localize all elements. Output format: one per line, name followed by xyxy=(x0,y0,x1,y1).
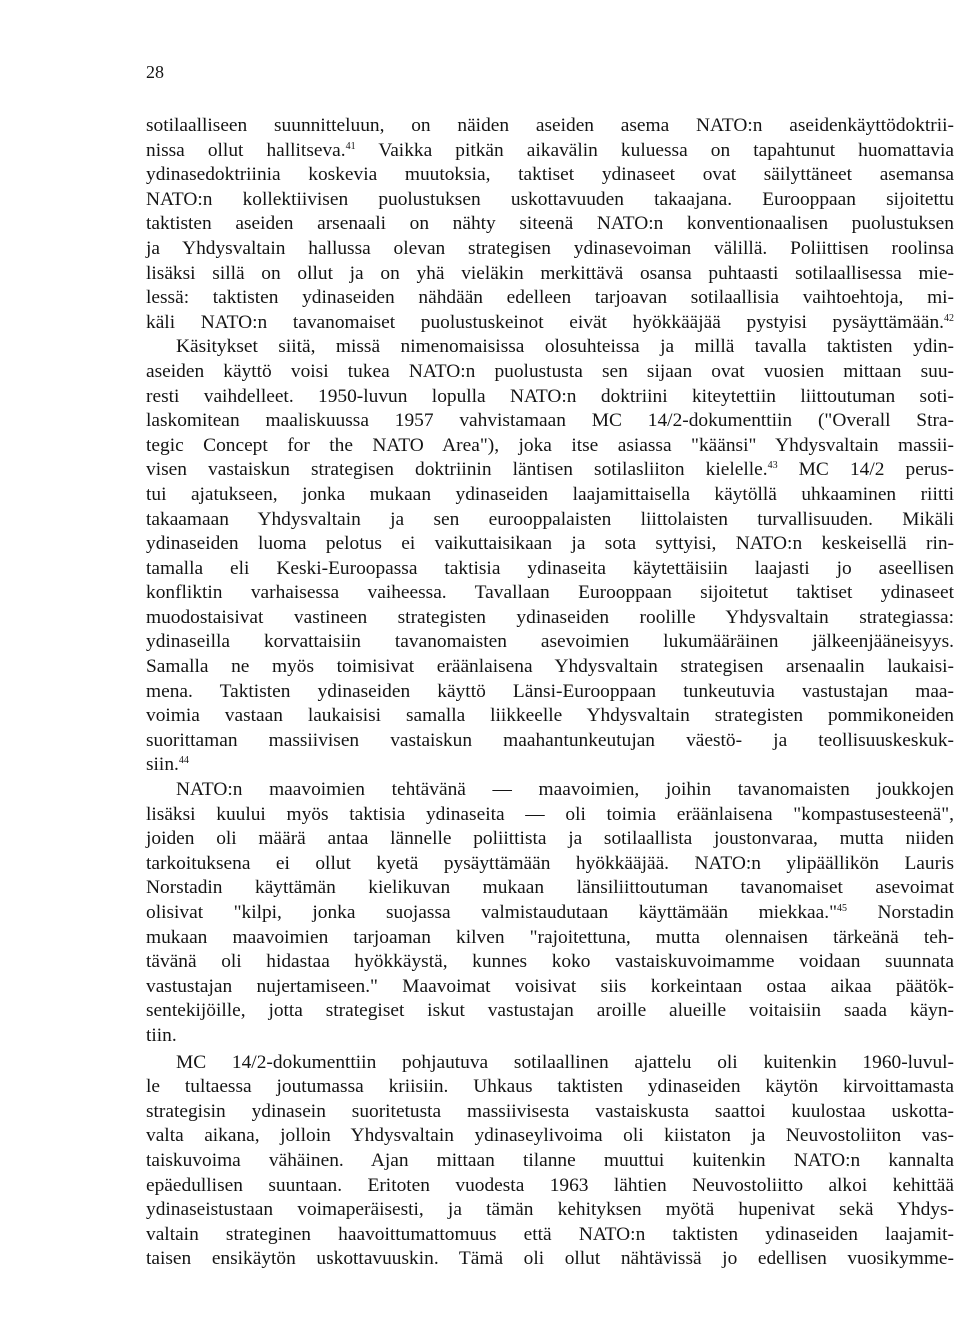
footnote-ref: 44 xyxy=(178,755,189,767)
line-text-continued: Norstadin xyxy=(847,902,954,923)
text-line xyxy=(146,926,954,951)
text-line xyxy=(146,1174,954,1199)
text-line xyxy=(146,704,954,729)
line-text: visen vastaiskun strategisen doktriinin läntisen sotilasliiton kielelle. xyxy=(146,459,768,481)
line-text: le tultaessa joutumassa kriisiin. Uhkaus taktisten ydinaseiden käytön kirvoittamasta xyxy=(146,1076,954,1098)
text-line xyxy=(146,360,954,385)
line-text: siin. xyxy=(146,754,179,776)
line-text: käli NATO:n tavanomaiset puolustuskeinot eivät hyökkääjää pystyisi pysäyttämään. xyxy=(146,311,944,333)
text-line xyxy=(146,139,954,164)
text-line xyxy=(146,999,954,1024)
text-line xyxy=(146,532,954,557)
line-text: tui ajatukseen, jonka mukaan ydinaseiden laajamittaisella käytöllä uhkaaminen riitti xyxy=(146,483,954,505)
line-text: laskomitean maaliskuussa 1957 vahvistamaan MC 14/2-dokumenttiin ("Overall Stra- xyxy=(146,410,954,432)
text-line xyxy=(146,1247,954,1272)
page-number: 28 xyxy=(146,62,164,82)
text-line xyxy=(146,508,954,533)
line-text: joiden oli määrä antaa lännelle poliittista ja sotilaallista joustonvaraa, mutta niiden xyxy=(146,828,954,850)
footnote-ref: 43 xyxy=(767,460,778,472)
text-line xyxy=(146,434,954,459)
text-line xyxy=(146,950,954,975)
text-line xyxy=(146,114,954,139)
text-line xyxy=(146,1075,954,1100)
text-line xyxy=(146,335,954,360)
line-text: nissa ollut hallitseva. xyxy=(146,139,346,161)
line-text: tamalla eli Keski-Euroopassa taktisia ydinaseita käytettäisiin laajasti jo aseellisen xyxy=(146,557,954,579)
footnote-ref: 42 xyxy=(944,312,954,324)
footnote-ref: 45 xyxy=(837,903,848,914)
text-line xyxy=(146,458,954,483)
body-text xyxy=(146,114,954,1272)
line-text: ydinaseilla korvattaisiin tavanomaisten asevoimien lukumääräinen jälkeenjääneisyys. xyxy=(146,631,954,653)
line-text: muodostaisivat vastineen strategisten ydinaseiden roolille Yhdysvaltain strategiassa: xyxy=(146,606,954,628)
line-text: tarkoituksena ei ollut kyetä pysäyttämään hyökkääjää. NATO:n ylipäällikön Lauris xyxy=(146,852,954,874)
text-line xyxy=(146,1223,954,1248)
line-text: MC 14/2-dokumenttiin pohjautuva sotilaallinen ajattelu oli kuitenkin 1960-luvul- xyxy=(176,1051,954,1073)
line-text: NATO:n maavoimien tehtävänä — maavoimien, joihin tavanomaisten joukkojen xyxy=(176,779,954,801)
line-text: sentekijöille, jotta strategiset iskut vastustajan aroille alueille voitaisiin saada käyn- xyxy=(146,1000,954,1022)
text-line xyxy=(146,1198,954,1223)
text-line xyxy=(146,286,954,311)
line-text: ydinaseiden luoma pelotus ei vaikuttaisikaan ja sota syttyisi, NATO:n keskeisellä rin- xyxy=(146,533,954,555)
line-text: valta aikana, jolloin Yhdysvaltain ydinaseylivoima oli kiistaton ja Neuvostoliiton vas- xyxy=(146,1125,954,1147)
line-text: voimia vastaan laukaisisi samalla liikkeelle Yhdysvaltain strategisten pommikoneiden xyxy=(146,705,954,727)
text-line xyxy=(146,975,954,1000)
text-line xyxy=(146,212,954,237)
text-line xyxy=(146,778,954,803)
line-text: strategisin ydinasein suoritetusta massiivisesta vastaiskusta saattoi kuulostaa uskotta- xyxy=(146,1100,954,1122)
footnote-ref: 41 xyxy=(345,140,356,152)
line-text: olisivat "kilpi, jonka suojassa valmistaudutaan käyttämään miekkaa." xyxy=(146,902,838,923)
line-text: Käsitykset siitä, missä nimenomaisissa olosuhteissa ja millä tavalla taktisten ydin- xyxy=(176,336,954,358)
line-text: taiskuvoima vähäinen. Ajan mittaan tilanne muuttui kuitenkin NATO:n kannalta xyxy=(146,1149,954,1171)
text-line xyxy=(146,581,954,606)
text-line xyxy=(146,606,954,631)
text-line xyxy=(146,262,954,287)
line-text: Norstadin käyttämän kielikuvan mukaan länsiliittoutuman tavanomaiset asevoimat xyxy=(146,877,954,899)
line-text: takaamaan Yhdysvaltain ja sen eurooppalaisten liittolaisten turvallisuuden. Mikäli xyxy=(146,508,954,530)
text-line xyxy=(146,1149,954,1174)
text-line xyxy=(146,753,954,778)
line-text: mena. Taktisten ydinaseiden käyttö Länsi-Eurooppaan tunkeutuvia vastustajan maa- xyxy=(146,680,954,702)
line-text: lisäksi kuului myös taktisia ydinaseita — oli toimia eräänlaisena "kompastusesteenä", xyxy=(146,803,954,825)
line-text: suorittaman massiivisen vastaiskun maahantunkeutujan väestö- ja teollisuuskeskuk- xyxy=(146,729,954,751)
text-line xyxy=(146,188,954,213)
text-line xyxy=(146,655,954,680)
line-text: aseiden käyttö voisi tukea NATO:n puolustusta sen sijaan ovat vuosien mittaan suu- xyxy=(146,360,954,382)
line-text: valtain strateginen haavoittumattomuus että NATO:n taktisten ydinaseiden laajamit- xyxy=(146,1223,954,1245)
text-line xyxy=(146,852,954,877)
line-text: lisäksi sillä on ollut ja on yhä vieläkin merkittävä osansa puhtaasti sotilaallisessa mie- xyxy=(146,262,954,284)
line-text: vastustajan nujertamiseen." Maavoimat voisivat siis korkeintaan ostaa aikaa päätök- xyxy=(146,975,954,997)
line-text: resti vaihdelleet. 1950-luvun lopulla NATO:n doktriini kiteytettiin liittoutuman soti- xyxy=(146,385,954,407)
text-line xyxy=(146,803,954,828)
line-text: ydinasedoktriinia koskevia muutoksia, taktiset ydinaseet ovat säilyttäneet asemansa xyxy=(146,164,954,186)
text-line xyxy=(146,630,954,655)
text-line xyxy=(146,1051,954,1076)
line-text-continued: MC 14/2 perus- xyxy=(777,459,954,481)
line-text: tävänä oli hidastaa hyökkäystä, kunnes koko vastaiskuvoimamme voidaan suunnata xyxy=(146,951,954,973)
text-line xyxy=(146,557,954,582)
text-line xyxy=(146,385,954,410)
text-line xyxy=(146,163,954,188)
line-text: konfliktin varhaisessa vaiheessa. Tavallaan Eurooppaan sijoitetut taktiset ydinaseet xyxy=(146,582,954,604)
line-text: mukaan maavoimien tarjoaman kilven "rajoitettuna, mutta olennaisen tärkeänä teh- xyxy=(146,926,954,948)
text-line xyxy=(146,1124,954,1149)
line-text: Samalla ne myös toimisivat eräänlaisena Yhdysvaltain strategisen arsenaalin laukaisi- xyxy=(146,656,954,678)
text-line xyxy=(146,409,954,434)
line-text: tiin. xyxy=(146,1024,177,1046)
text-line xyxy=(146,237,954,262)
text-line xyxy=(146,680,954,705)
line-text: lessä: taktisten ydinaseiden nähdään edelleen tarjoavan sotilaallisia vaihtoehtoja, mi- xyxy=(146,287,954,309)
line-text: taisen ensikäytön uskottavuuskin. Tämä oli ollut nähtävissä jo edellisen vuosikymme- xyxy=(146,1248,954,1270)
text-line xyxy=(146,311,954,336)
line-text-continued: Vaikka pitkän aikavälin kuluessa on tapahtunut huomattavia xyxy=(355,139,954,161)
line-text: ydinaseistustaan voimaperäisesti, ja tämän kehityksen myötä hupenivat sekä Yhdys- xyxy=(146,1199,954,1221)
text-line xyxy=(146,729,954,754)
line-text: sotilaalliseen suunnitteluun, on näiden aseiden asema NATO:n aseidenkäyttödoktrii- xyxy=(146,115,954,136)
text-line xyxy=(146,827,954,852)
text-line xyxy=(146,901,954,926)
line-text: NATO:n kollektiivisen puolustuksen uskottavuuden takaajana. Eurooppaan sijoitettu xyxy=(146,188,954,210)
text-line xyxy=(146,1024,954,1049)
line-text: epäedullisen suuntaan. Eritoten vuodesta 1963 lähtien Neuvostoliitto alkoi kehittää xyxy=(146,1174,954,1196)
line-text: tegic Concept for the NATO Area"), joka itse asiassa "käänsi" Yhdysvaltain massii- xyxy=(146,434,954,456)
line-text: ja Yhdysvaltain hallussa olevan strategisen ydinasevoiman välillä. Poliittisen roolinsa xyxy=(146,237,954,259)
text-line xyxy=(146,1100,954,1125)
text-line xyxy=(146,483,954,508)
line-text: taktisten aseiden arsenaali on nähty siteenä NATO:n konventionaalisen puolustuksen xyxy=(146,213,954,235)
text-line xyxy=(146,876,954,901)
